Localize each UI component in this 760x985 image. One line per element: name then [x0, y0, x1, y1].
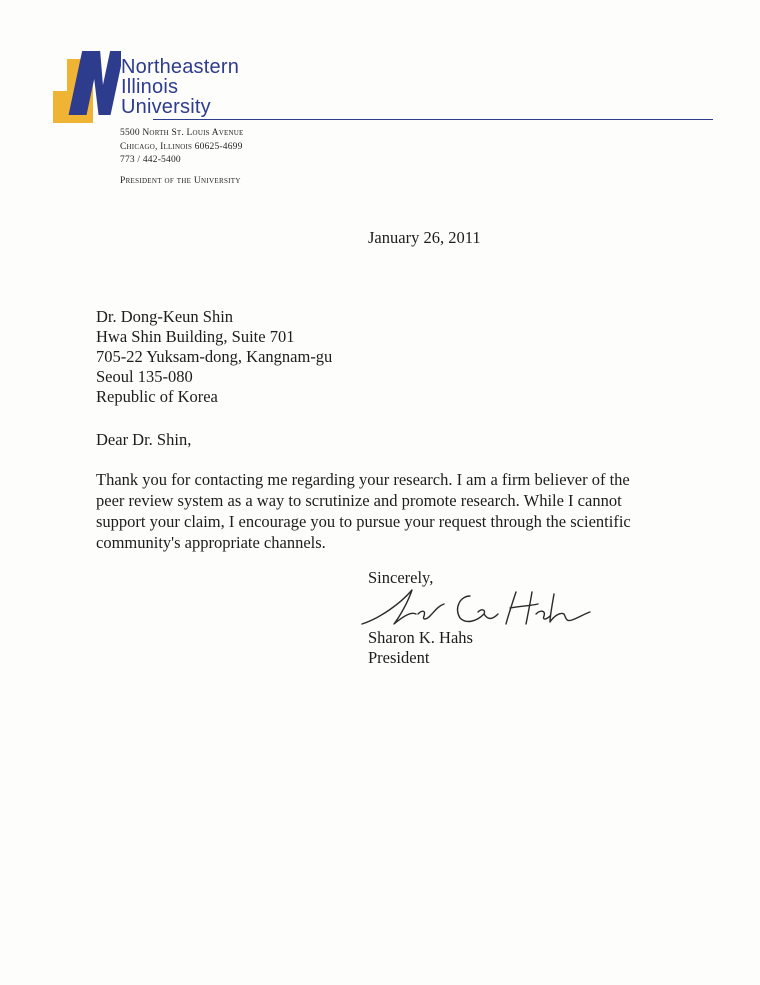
signer-block: [368, 628, 473, 668]
university-name-line: Northeastern: [121, 56, 240, 78]
address-line: 5500 North St. Louis Avenue: [120, 128, 244, 138]
letterhead: [53, 47, 713, 197]
recipient-line: Dr. Dong-Keun Shin: [96, 307, 234, 326]
university-logo-n-icon: [53, 47, 121, 123]
body-line: community's appropriate channels.: [96, 533, 326, 552]
recipient-address: [96, 307, 332, 407]
recipient-line: 705-22 Yuksam-dong, Kangnam-gu: [96, 347, 333, 366]
salutation: Dear Dr. Shin,: [96, 430, 192, 449]
signer-title: President: [368, 648, 430, 667]
signer-name: Sharon K. Hahs: [368, 628, 473, 647]
letterhead-rule: [153, 119, 713, 120]
closing: Sincerely,: [368, 568, 434, 587]
letterhead-address: [120, 127, 244, 168]
letter-date: January 26, 2011: [368, 228, 481, 247]
university-name-line: Illinois: [121, 76, 179, 98]
body-line: support your claim, I encourage you to pursue your request through the scientific: [96, 512, 631, 531]
recipient-line: Republic of Korea: [96, 387, 218, 406]
body-line: Thank you for contacting me regarding your research. I am a firm believer of the: [96, 470, 630, 489]
university-name-line: University: [121, 96, 211, 118]
address-line: Chicago, Illinois 60625-4699: [120, 141, 243, 152]
recipient-line: Hwa Shin Building, Suite 701: [96, 327, 295, 346]
phone-line: 773 / 442-5400: [120, 155, 181, 165]
body-line: peer review system as a way to scrutinize and promote research. While I cannot: [96, 491, 622, 510]
university-name: [121, 57, 239, 117]
office-title: President of the University: [120, 176, 241, 186]
recipient-line: Seoul 135-080: [96, 367, 193, 386]
